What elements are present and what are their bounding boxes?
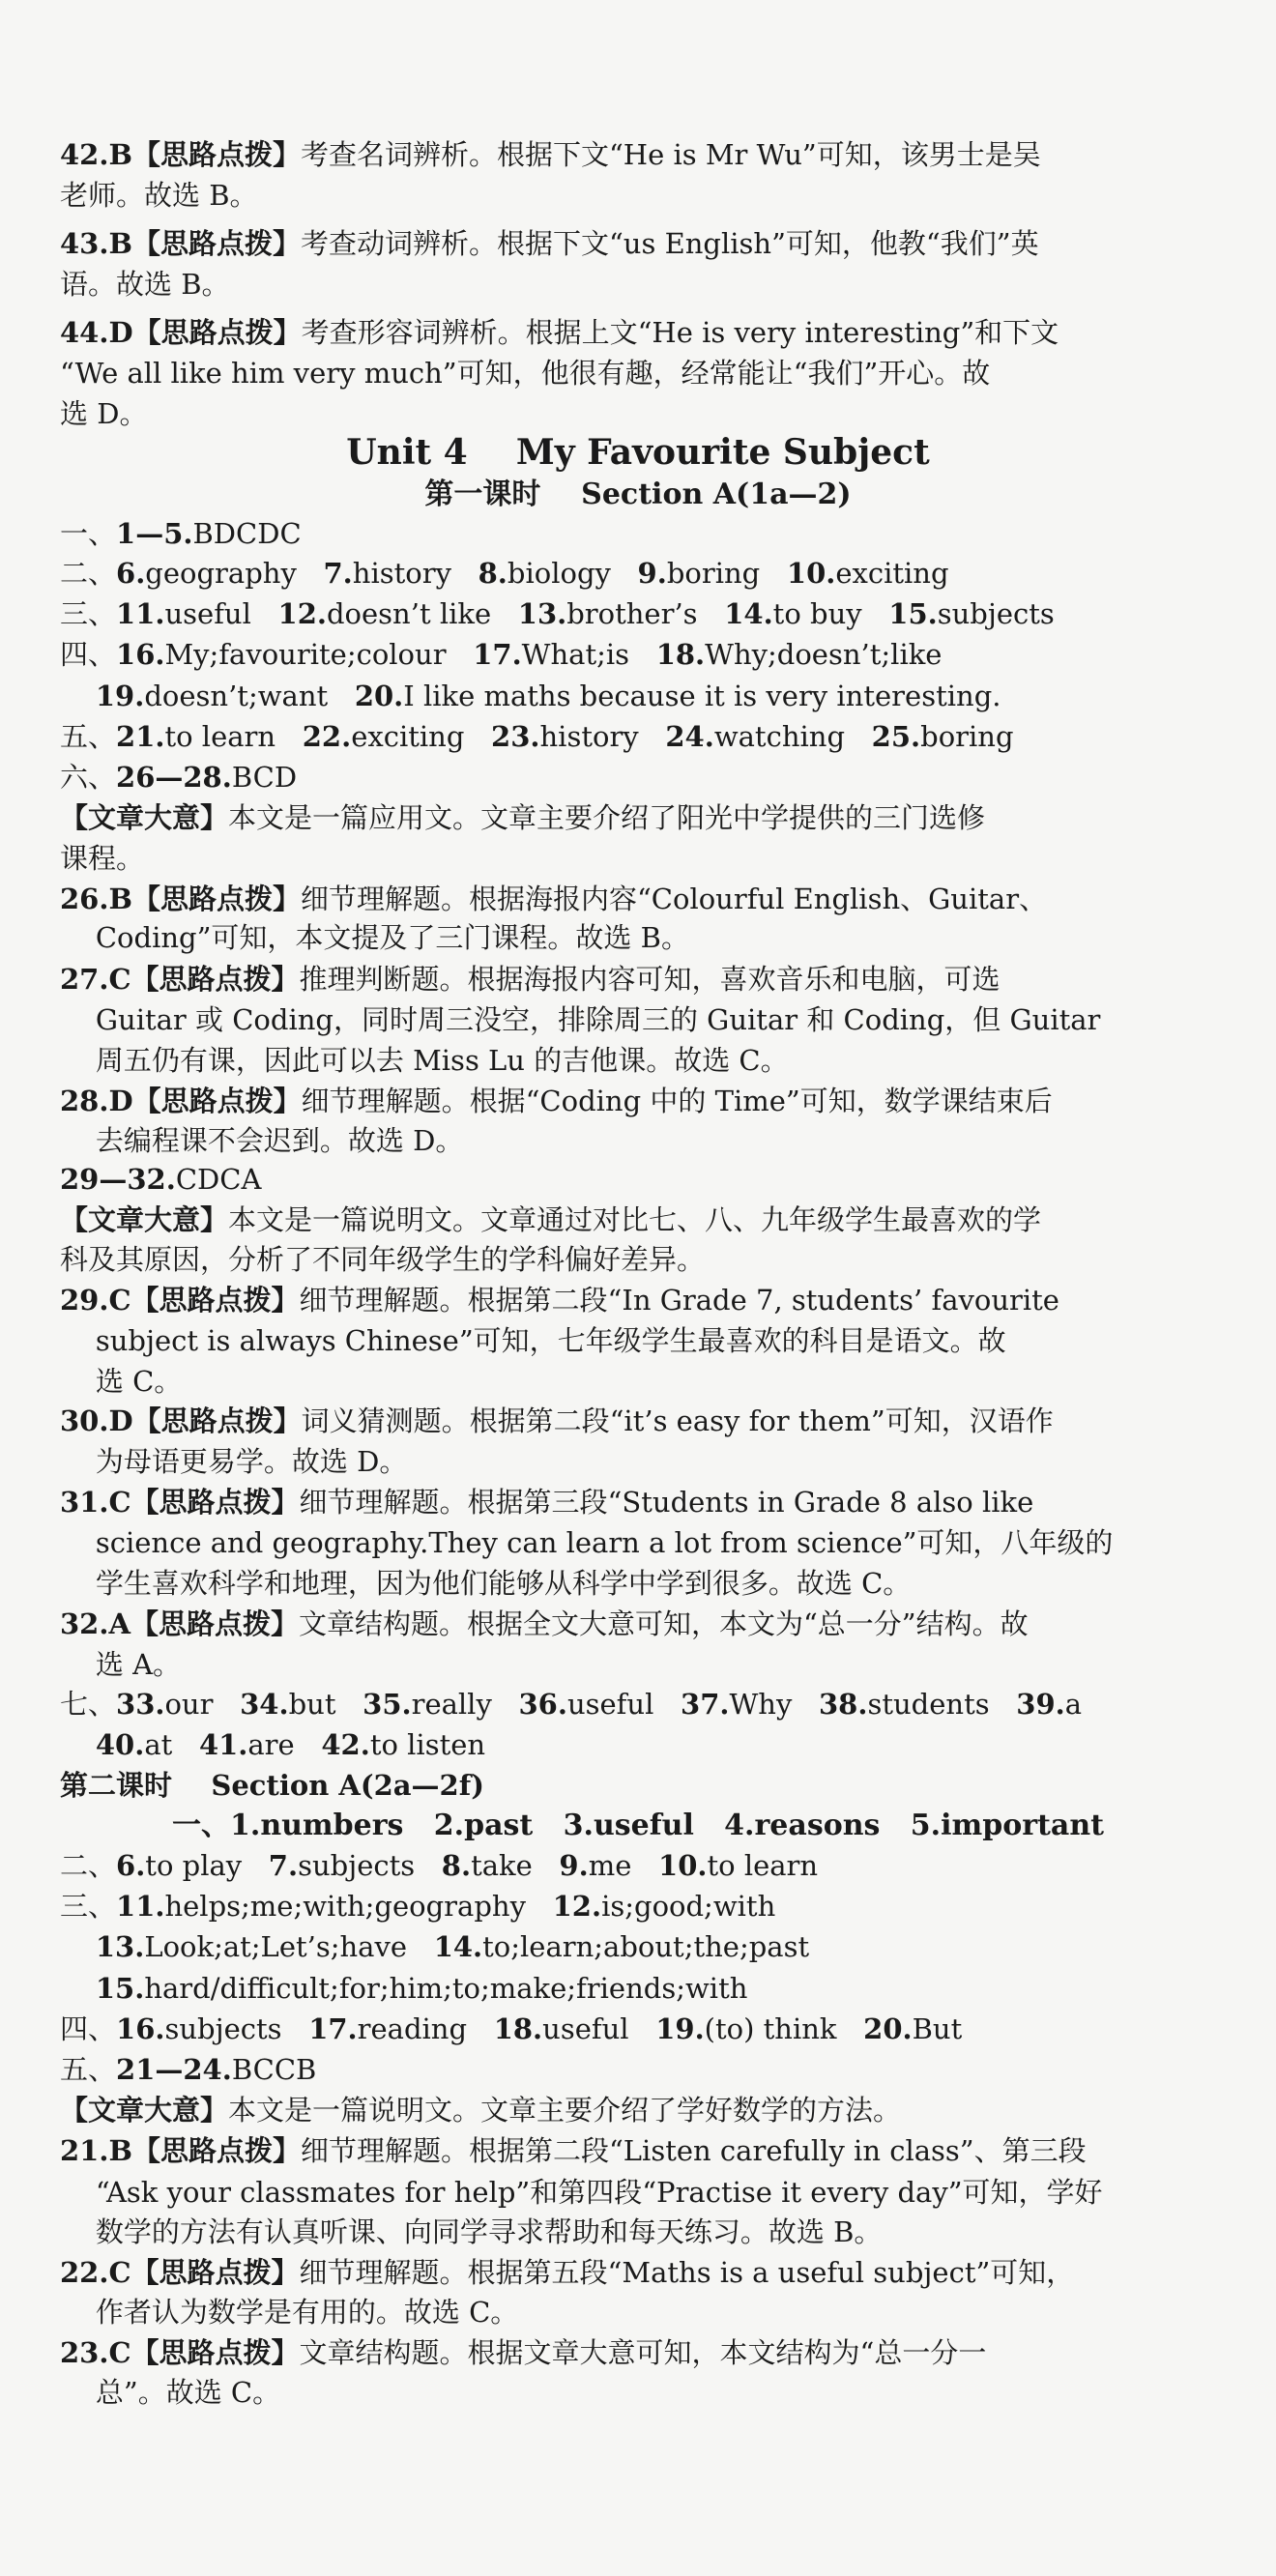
line-text: Look;at;Let’s;have [144, 1930, 434, 1963]
text-line [0, 2050, 1276, 2089]
section-title [0, 476, 1276, 514]
line-text: 文章结构题。根据全文大意可知，本文为“总一分”结构。故 [298, 1607, 1029, 1640]
text-line [0, 1969, 1276, 2008]
text-line [0, 2010, 1276, 2048]
text-line [0, 1523, 1276, 1562]
line-text: CDCA [175, 1163, 262, 1196]
line-text: numbers [260, 1809, 434, 1842]
line-text: 细节理解题。根据第三段“Students in Grade 8 also like [299, 1486, 1034, 1519]
text-line [0, 2131, 1276, 2170]
text-line [0, 1281, 1276, 1319]
text-line [0, 2333, 1276, 2372]
bold-label: 29.C【思路点拨】 [60, 1284, 300, 1317]
line-text: to;learn;about;the;past [482, 1930, 810, 1963]
line-text: 三、 [60, 597, 117, 630]
bold-label: 23.C【思路点拨】 [60, 2336, 300, 2369]
bold-label: 43.B【思路点拨】 [60, 227, 301, 260]
line-text: 七、 [60, 1688, 117, 1721]
line-text: 为母语更易学。故选 D。 [60, 1445, 408, 1478]
bold-label: 25. [871, 720, 921, 753]
line-text: 选 A。 [60, 1648, 182, 1681]
bold-label: 4. [724, 1809, 755, 1842]
text-line [0, 1483, 1276, 1521]
text-line [0, 839, 1276, 878]
bold-label: 37. [681, 1688, 730, 1721]
line-text: doesn’t like [326, 597, 518, 630]
line-text: watching [713, 720, 872, 753]
bold-label: 35. [362, 1688, 412, 1721]
line-text: But [912, 2012, 963, 2045]
bold-label: 5. [910, 1809, 942, 1842]
text-line [0, 960, 1276, 999]
bold-label: 21—24. [116, 2053, 232, 2086]
line-text: take [471, 1849, 560, 1882]
line-text: 学生喜欢科学和地理，因为他们能够从科学中学到很多。故选 C。 [60, 1567, 912, 1600]
line-text: past [464, 1809, 564, 1842]
line-text: at [144, 1728, 199, 1761]
line-text: My;favourite;colour [164, 638, 474, 671]
text-line [0, 313, 1276, 352]
line-text: 细节理解题。根据第二段“In Grade 7, students’ favourite [299, 1284, 1059, 1317]
line-text: 六、 [60, 761, 117, 794]
line-text: 考查名词辨析。根据下文“He is Mr Wu”可知，该男士是吴 [300, 138, 1041, 171]
bold-label: 【文章大意】 [60, 2094, 229, 2127]
bold-label: 40. [95, 1728, 145, 1761]
text-line [0, 1121, 1276, 1160]
line-text: subjects [937, 597, 1055, 630]
bold-label: 13. [517, 597, 567, 630]
bold-label: 17. [473, 638, 522, 671]
text-line [0, 2253, 1276, 2292]
line-text: 去编程课不会迟到。故选 D。 [60, 1124, 464, 1157]
bold-label: 1. [229, 1809, 261, 1842]
bold-label: 第一课时 Section A(1a—2) [424, 478, 852, 511]
text-line [0, 554, 1276, 593]
line-text: reasons [754, 1809, 911, 1842]
bold-label: 10. [658, 1849, 708, 1882]
line-text: a [1064, 1688, 1083, 1721]
bold-label: 36. [518, 1688, 567, 1721]
line-text: 本文是一篇应用文。文章主要介绍了阳光中学提供的三门选修 [228, 801, 986, 834]
bold-label: 23. [491, 720, 540, 753]
line-text: 语。故选 B。 [60, 268, 230, 301]
bold-label: 10. [786, 557, 836, 590]
line-text: 选 C。 [60, 1365, 183, 1398]
text-line [0, 176, 1276, 215]
text-line [0, 1082, 1276, 1120]
line-text: 五、 [60, 720, 117, 753]
line-text: doesn’t;want [144, 680, 355, 712]
line-text: to play [145, 1849, 269, 1882]
text-line [0, 1041, 1276, 1080]
line-text: to learn [707, 1849, 819, 1882]
line-text: helps;me;with;geography [164, 1890, 553, 1923]
line-text: boring [920, 720, 1014, 753]
text-line [0, 1846, 1276, 1885]
bold-label: 42.B【思路点拨】 [60, 138, 301, 171]
line-text: 作者认为数学是有用的。故选 C。 [60, 2296, 519, 2329]
text-line [0, 1645, 1276, 1684]
line-text: brother’s [566, 597, 725, 630]
line-text: exciting [351, 720, 492, 753]
line-text: 考查形容词辨析。根据上文“He is very interesting”和下文 [301, 316, 1059, 349]
line-text: subjects [298, 1849, 442, 1882]
text-line [0, 1927, 1276, 1966]
line-text: are [247, 1728, 322, 1761]
line-text: 一、 [60, 517, 117, 550]
line-text: 细节理解题。根据海报内容“Colourful English、Guitar、 [300, 883, 1048, 915]
line-text: useful [542, 2012, 656, 2045]
line-text: 文章结构题。根据文章大意可知，本文结构为“总一分一 [299, 2336, 987, 2369]
line-text: 四、 [60, 2012, 117, 2045]
bold-label: 14. [724, 597, 773, 630]
bold-label: 26—28. [116, 761, 232, 794]
bold-label: 16. [116, 638, 165, 671]
text-line [0, 1240, 1276, 1279]
line-text: Why;doesn’t;like [705, 638, 942, 671]
line-text: Guitar 或 Coding，同时周三没空，排除周三的 Guitar 和 Coding，但 Guitar [60, 1003, 1101, 1036]
section-title [0, 1807, 1276, 1845]
text-line [0, 1000, 1276, 1039]
line-text [60, 1930, 96, 1963]
bold-label: 【文章大意】 [60, 1203, 229, 1236]
text-line [0, 758, 1276, 796]
line-text: useful [566, 1688, 682, 1721]
bold-label: 15. [888, 597, 938, 630]
line-text: really [411, 1688, 519, 1721]
bold-label: 17. [308, 2012, 358, 2045]
bold-label: 42. [321, 1728, 370, 1761]
text-line [0, 1564, 1276, 1603]
line-text: 选 D。 [60, 397, 148, 430]
bold-label: 30.D【思路点拨】 [60, 1404, 302, 1437]
line-text: 三、 [60, 1890, 117, 1923]
text-line [0, 1402, 1276, 1440]
line-text [60, 1728, 96, 1761]
text-line [0, 354, 1276, 392]
bold-label: 27.C【思路点拨】 [60, 963, 300, 996]
bold-label: 1—5. [116, 517, 193, 550]
line-text: “We all like him very much”可知，他很有趣，经常能让“我们”开心。故 [60, 357, 991, 390]
line-text: 词义猜测题。根据第二段“it’s easy for them”可知，汉语作 [301, 1404, 1054, 1437]
line-text: important [941, 1809, 1104, 1842]
bold-label: 21. [116, 720, 165, 753]
bold-label: 【文章大意】 [60, 801, 229, 834]
line-text: 细节理解题。根据“Coding 中的 Time”可知，数学课结束后 [301, 1085, 1053, 1117]
line-text: 考查动词辨析。根据下文“us English”可知，他教“我们”英 [300, 227, 1039, 260]
line-text: 课程。 [60, 842, 145, 875]
text-line [0, 1605, 1276, 1643]
bold-label: 22.C【思路点拨】 [60, 2256, 300, 2289]
line-text: Coding”可知，本文提及了三门课程。故选 B。 [60, 921, 689, 954]
line-text: 周五仍有课，因此可以去 Miss Lu 的吉他课。故选 C。 [60, 1044, 789, 1077]
bold-label: 33. [116, 1688, 165, 1721]
line-text: 本文是一篇说明文。文章通过对比七、八、九年级学生最喜欢的学 [228, 1203, 1042, 1236]
text-line [0, 1321, 1276, 1360]
line-text: history [539, 720, 666, 753]
line-text: BCD [231, 761, 298, 794]
line-text: 总”。故选 C。 [60, 2376, 281, 2409]
bold-label: 18. [655, 638, 706, 671]
bold-label: 24. [665, 720, 714, 753]
line-text: our [164, 1688, 241, 1721]
text-line [0, 1442, 1276, 1481]
section-title [0, 433, 1276, 472]
text-line [0, 224, 1276, 263]
text-line [0, 394, 1276, 433]
bold-label: 12. [277, 597, 327, 630]
line-text [60, 680, 96, 712]
bold-label: 29—32. [60, 1163, 176, 1196]
line-text: 一、 [171, 1809, 230, 1842]
text-line [0, 2213, 1276, 2251]
text-line [0, 1725, 1276, 1764]
bold-label: 2. [433, 1809, 465, 1842]
line-text: subjects [164, 2012, 309, 2045]
text-line [0, 1201, 1276, 1239]
bold-label: 20. [863, 2012, 913, 2045]
line-text: 细节理解题。根据第五段“Maths is a useful subject”可知， [299, 2256, 1075, 2289]
text-line [0, 594, 1276, 633]
bold-label: 9. [637, 557, 667, 590]
text-line [0, 798, 1276, 837]
bold-label: 21.B【思路点拨】 [60, 2134, 301, 2167]
bold-label: 34. [240, 1688, 289, 1721]
bold-label: 8. [478, 557, 508, 590]
line-text: BCCB [231, 2053, 317, 2086]
line-text: 老师。故选 B。 [60, 179, 258, 212]
bold-label: 12. [552, 1890, 602, 1923]
text-line [0, 135, 1276, 174]
text-line [0, 677, 1276, 715]
line-text [60, 1972, 96, 2005]
line-text: 四、 [60, 638, 117, 671]
line-text: exciting [835, 557, 949, 590]
bold-label: 6. [116, 1849, 146, 1882]
text-line [0, 918, 1276, 957]
line-text: 推理判断题。根据海报内容可知，喜欢音乐和电脑，可选 [299, 963, 1000, 996]
bold-label: 38. [819, 1688, 868, 1721]
line-text: to buy [772, 597, 889, 630]
line-text: reading [357, 2012, 494, 2045]
line-text: I like maths because it is very interesting. [403, 680, 1001, 712]
line-text: 本文是一篇说明文。文章主要介绍了学好数学的方法。 [228, 2094, 902, 2127]
bold-label: 39. [1016, 1688, 1065, 1721]
bold-label: 9. [559, 1849, 589, 1882]
line-text: to listen [369, 1728, 486, 1761]
bold-label: 20. [354, 680, 404, 712]
text-line [0, 635, 1276, 674]
line-text: but [288, 1688, 363, 1721]
line-text: What;is [521, 638, 656, 671]
line-text: 科及其原因，分析了不同年级学生的学科偏好差异。 [60, 1243, 706, 1276]
line-text: biology [507, 557, 638, 590]
text-line [0, 1766, 1276, 1805]
bold-label: 31.C【思路点拨】 [60, 1486, 300, 1519]
bold-label: 44.D【思路点拨】 [60, 316, 302, 349]
bold-label: 19. [655, 2012, 705, 2045]
line-text: useful [164, 597, 278, 630]
line-text: students [867, 1688, 1017, 1721]
bold-label: 16. [116, 2012, 165, 2045]
bold-label: Unit 4 My Favourite Subject [346, 432, 930, 473]
text-line [0, 265, 1276, 304]
text-line [0, 2373, 1276, 2412]
text-line [0, 717, 1276, 756]
bold-label: 7. [323, 557, 353, 590]
line-text: me [588, 1849, 659, 1882]
text-line [0, 1160, 1276, 1199]
text-line [0, 1685, 1276, 1723]
text-line [0, 2173, 1276, 2212]
line-text: science and geography.They can learn a lot from science”可知，八年级的 [60, 1526, 1114, 1559]
bold-label: 13. [95, 1930, 145, 1963]
line-text: is;good;with [601, 1890, 776, 1923]
text-line [0, 1362, 1276, 1401]
bold-label: 14. [433, 1930, 483, 1963]
line-text: useful [593, 1809, 725, 1842]
bold-label: 8. [441, 1849, 472, 1882]
line-text: 细节理解题。根据第二段“Listen carefully in class”、第三段 [300, 2134, 1087, 2167]
line-text: “Ask your classmates for help”和第四段“Practise it every day”可知，学好 [60, 2176, 1103, 2209]
text-line [0, 2293, 1276, 2331]
line-text: BDCDC [192, 517, 302, 550]
line-text: Why [729, 1688, 819, 1721]
line-text: 数学的方法有认真听课、向同学寻求帮助和每天练习。故选 B。 [60, 2215, 883, 2248]
bold-label: 6. [116, 557, 146, 590]
bold-label: 26.B【思路点拨】 [60, 883, 301, 915]
bold-label: 19. [95, 680, 145, 712]
line-text: 二、 [60, 1849, 117, 1882]
bold-label: 22. [302, 720, 352, 753]
line-text: geography [145, 557, 324, 590]
line-text: hard/difficult;for;him;to;make;friends;with [144, 1972, 748, 2005]
line-text: subject is always Chinese”可知，七年级学生最喜欢的科目是语文。故 [60, 1324, 1006, 1357]
bold-label: 7. [268, 1849, 299, 1882]
bold-label: 11. [116, 1890, 165, 1923]
line-text: boring [666, 557, 787, 590]
text-line [0, 1887, 1276, 1925]
line-text: history [352, 557, 478, 590]
bold-label: 15. [95, 1972, 145, 2005]
bold-label: 41. [198, 1728, 248, 1761]
bold-label: 18. [493, 2012, 543, 2045]
bold-label: 3. [563, 1809, 594, 1842]
bold-label: 第二课时 Section A(2a—2f) [60, 1769, 484, 1802]
line-text: to learn [164, 720, 303, 753]
bold-label: 11. [116, 597, 165, 630]
text-line [0, 2091, 1276, 2129]
text-line [0, 880, 1276, 918]
line-text: 二、 [60, 557, 117, 590]
line-text: 五、 [60, 2053, 117, 2086]
bold-label: 28.D【思路点拨】 [60, 1085, 302, 1117]
bold-label: 32.A【思路点拨】 [60, 1607, 299, 1640]
line-text: (to) think [704, 2012, 864, 2045]
text-line [0, 514, 1276, 553]
